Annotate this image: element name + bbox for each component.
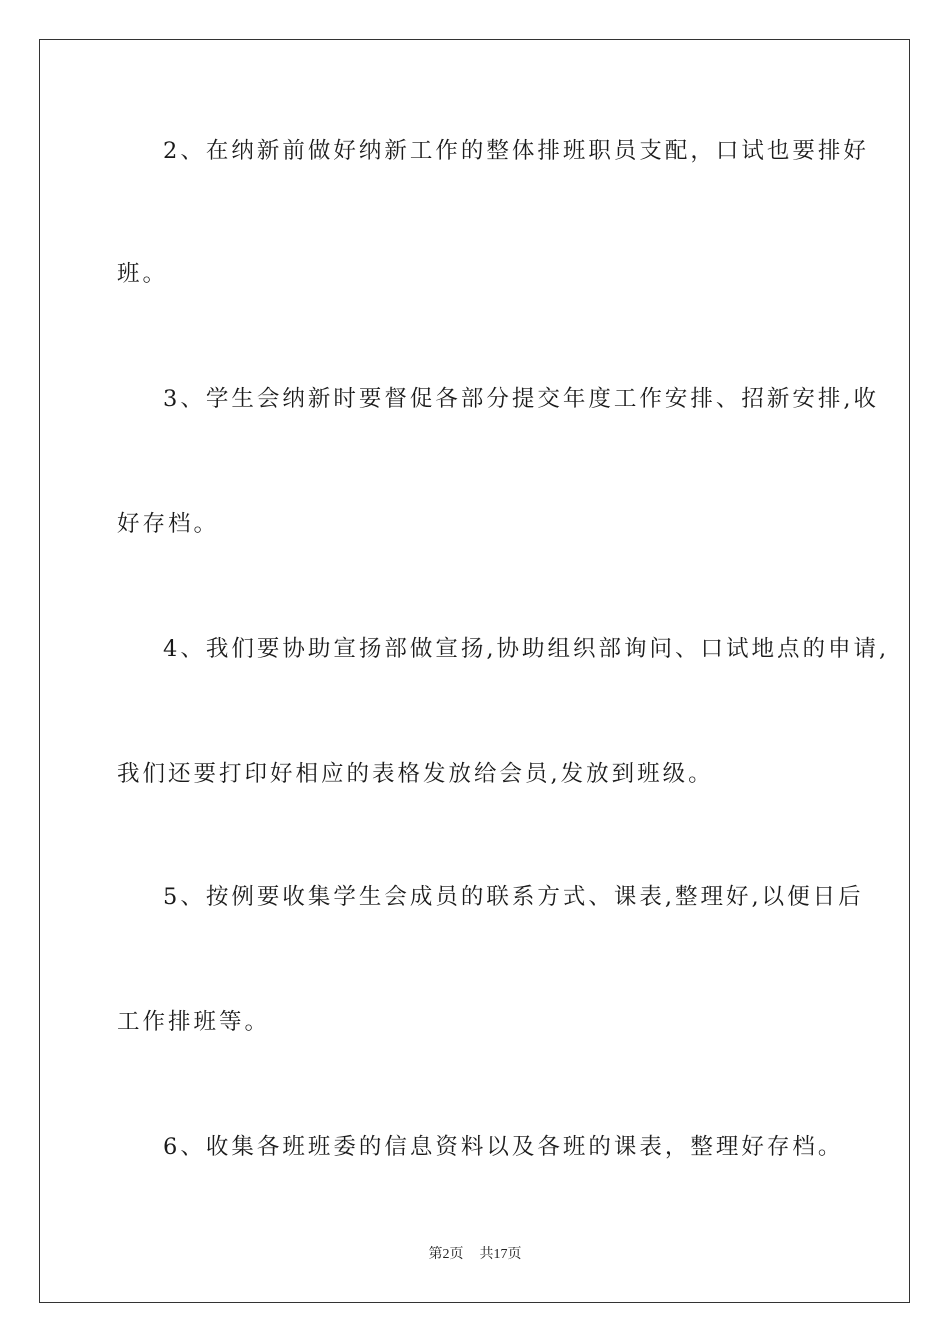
paragraph-2-line-2: 班。: [117, 261, 169, 287]
paragraph-5-line-2: 工作排班等。: [117, 1009, 271, 1035]
paragraph-5-line-1: 5、按例要收集学生会成员的联系方式、课表,整理好,以便日后: [163, 884, 864, 910]
page-footer: [0, 1243, 950, 1263]
paragraph-4-line-2: 我们还要打印好相应的表格发放给会员,发放到班级。: [117, 761, 714, 787]
page-number: 第2页: [428, 1247, 464, 1262]
paragraph-6-line-1: 6、收集各班班委的信息资料以及各班的课表，整理好存档。: [163, 1134, 844, 1160]
paragraph-3-line-2: 好存档。: [117, 511, 220, 537]
paragraph-4-line-1: 4、我们要协助宣扬部做宣扬,协助组织部询问、口试地点的申请,: [163, 636, 890, 662]
paragraph-2-line-1: 2、在纳新前做好纳新工作的整体排班职员支配，口试也要排好: [163, 138, 869, 164]
page-total: 共17页: [479, 1247, 522, 1262]
page-border: [39, 39, 910, 1303]
paragraph-3-line-1: 3、学生会纳新时要督促各部分提交年度工作安排、招新安排,收: [163, 386, 879, 412]
